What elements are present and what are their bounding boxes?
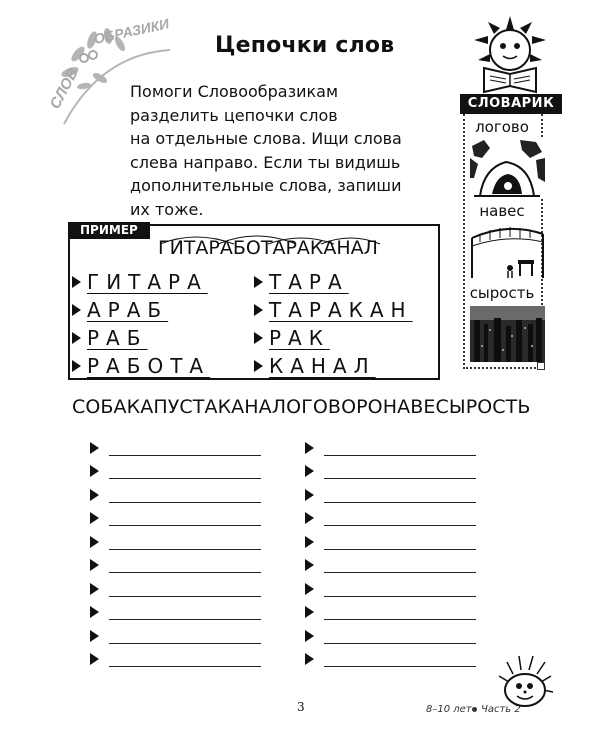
answer-row xyxy=(90,573,261,597)
task-chain: СОБАКАПУСТАКАНАЛОГОВОРОНАВЕСЫРОСТЬ xyxy=(72,396,531,418)
arrow-icon xyxy=(305,512,314,524)
lair-picture-icon xyxy=(470,138,545,198)
arrow-icon xyxy=(305,489,314,501)
answer-line[interactable] xyxy=(109,478,261,479)
answer-line[interactable] xyxy=(324,666,476,667)
answer-line[interactable] xyxy=(109,455,261,456)
hedgehog-mascot-icon xyxy=(495,652,555,712)
arrow-icon xyxy=(90,512,99,524)
page-title: Цепочки слов xyxy=(215,33,395,58)
list-item xyxy=(254,268,413,296)
answer-line[interactable] xyxy=(324,549,476,550)
answer-row xyxy=(90,479,261,503)
answer-line[interactable] xyxy=(109,549,261,550)
answer-line[interactable] xyxy=(324,619,476,620)
answer-row xyxy=(305,550,476,574)
list-item xyxy=(72,296,210,324)
example-word: РАК xyxy=(269,326,330,350)
arrow-icon xyxy=(90,536,99,548)
answer-row xyxy=(305,526,476,550)
answer-line[interactable] xyxy=(324,643,476,644)
arrow-icon xyxy=(90,489,99,501)
answer-line[interactable] xyxy=(324,455,476,456)
list-item xyxy=(72,268,210,296)
svg-text:СЛОВ: СЛОВ xyxy=(46,65,83,112)
instruction-line: дополнительные слова, запиши xyxy=(130,176,402,195)
example-label: ПРИМЕР xyxy=(68,222,150,239)
answer-line[interactable] xyxy=(109,525,261,526)
answer-line[interactable] xyxy=(109,666,261,667)
instruction-line: разделить цепочки слов xyxy=(130,105,338,125)
example-word: РАБОТА xyxy=(87,354,211,378)
page-number: 3 xyxy=(297,700,305,714)
arrow-icon xyxy=(90,559,99,571)
answer-column-left xyxy=(90,432,261,667)
answer-line[interactable] xyxy=(109,572,261,573)
dictionary-word: навес xyxy=(479,202,525,220)
list-item xyxy=(254,352,413,380)
answer-row xyxy=(305,573,476,597)
arrow-icon xyxy=(305,559,314,571)
answer-row xyxy=(90,550,261,574)
arrow-icon xyxy=(254,304,263,316)
arrow-icon xyxy=(305,653,314,665)
example-word: ГИТАРА xyxy=(87,270,208,294)
arrow-icon xyxy=(90,606,99,618)
instructions-text xyxy=(130,80,450,221)
list-item xyxy=(254,324,413,352)
footer-age: 8–10 лет xyxy=(426,704,472,715)
arrow-icon xyxy=(305,630,314,642)
answer-row xyxy=(90,456,261,480)
list-item xyxy=(72,352,210,380)
example-word: АРАБ xyxy=(87,298,169,322)
answer-row xyxy=(305,456,476,480)
answer-row xyxy=(90,503,261,527)
mascot-reading-icon xyxy=(470,16,550,94)
list-item xyxy=(254,296,413,324)
arrow-icon xyxy=(305,465,314,477)
arrow-icon xyxy=(72,304,81,316)
answer-row xyxy=(90,620,261,644)
instruction-line: Помоги Словообразикам xyxy=(130,82,339,101)
answer-line[interactable] xyxy=(109,596,261,597)
arrow-icon xyxy=(254,360,263,372)
arrow-icon xyxy=(254,332,263,344)
dictionary-header: СЛОВАРИК xyxy=(460,94,562,114)
dictionary-frame-corner xyxy=(537,362,545,370)
answer-row xyxy=(90,526,261,550)
arrow-icon xyxy=(305,536,314,548)
arrow-icon xyxy=(305,442,314,454)
dictionary-word: сырость xyxy=(469,284,535,302)
arrow-icon xyxy=(254,276,263,288)
answer-line[interactable] xyxy=(324,502,476,503)
arrow-icon xyxy=(305,583,314,595)
arrow-icon xyxy=(72,332,81,344)
answer-row xyxy=(90,432,261,456)
list-item xyxy=(72,324,210,352)
answer-line[interactable] xyxy=(324,572,476,573)
instruction-line: на отдельные слова. Ищи слова xyxy=(130,129,402,148)
answer-row xyxy=(305,503,476,527)
answer-row xyxy=(90,644,261,668)
example-word: КАНАЛ xyxy=(269,354,376,378)
answer-column-right xyxy=(305,432,476,667)
answer-line[interactable] xyxy=(324,478,476,479)
answer-row xyxy=(305,620,476,644)
answer-row xyxy=(305,644,476,668)
footer-part: Часть 2 xyxy=(481,704,521,715)
answer-row xyxy=(90,597,261,621)
arrow-icon xyxy=(72,360,81,372)
answer-row xyxy=(305,597,476,621)
answer-line[interactable] xyxy=(109,619,261,620)
dictionary-word: логово xyxy=(475,118,529,136)
instruction-line: их тоже. xyxy=(130,199,204,219)
answer-line[interactable] xyxy=(324,596,476,597)
example-right-list xyxy=(254,268,413,380)
example-chain: ГИТАРАБОТАРАКАНАЛ xyxy=(158,237,378,259)
svg-text:ОБРАЗИКИ: ОБРАЗИКИ xyxy=(92,15,171,47)
arrow-icon xyxy=(72,276,81,288)
arrow-icon xyxy=(90,653,99,665)
answer-line[interactable] xyxy=(109,502,261,503)
arrow-icon xyxy=(90,442,99,454)
answer-row xyxy=(305,432,476,456)
arrow-icon xyxy=(90,583,99,595)
canopy-picture-icon xyxy=(470,224,545,280)
example-left-list xyxy=(72,268,210,380)
answer-line[interactable] xyxy=(109,643,261,644)
example-word: ТАРАКАН xyxy=(269,298,413,322)
example-word: РАБ xyxy=(87,326,148,350)
dampness-picture-icon xyxy=(470,306,545,362)
example-word: ТАРА xyxy=(269,270,349,294)
arrow-icon xyxy=(90,630,99,642)
arrow-icon xyxy=(305,606,314,618)
instruction-line: слева направо. Если ты видишь xyxy=(130,152,401,172)
arrow-icon xyxy=(90,465,99,477)
answer-row xyxy=(305,479,476,503)
footer-bullet-icon xyxy=(472,707,477,712)
answer-line[interactable] xyxy=(324,525,476,526)
